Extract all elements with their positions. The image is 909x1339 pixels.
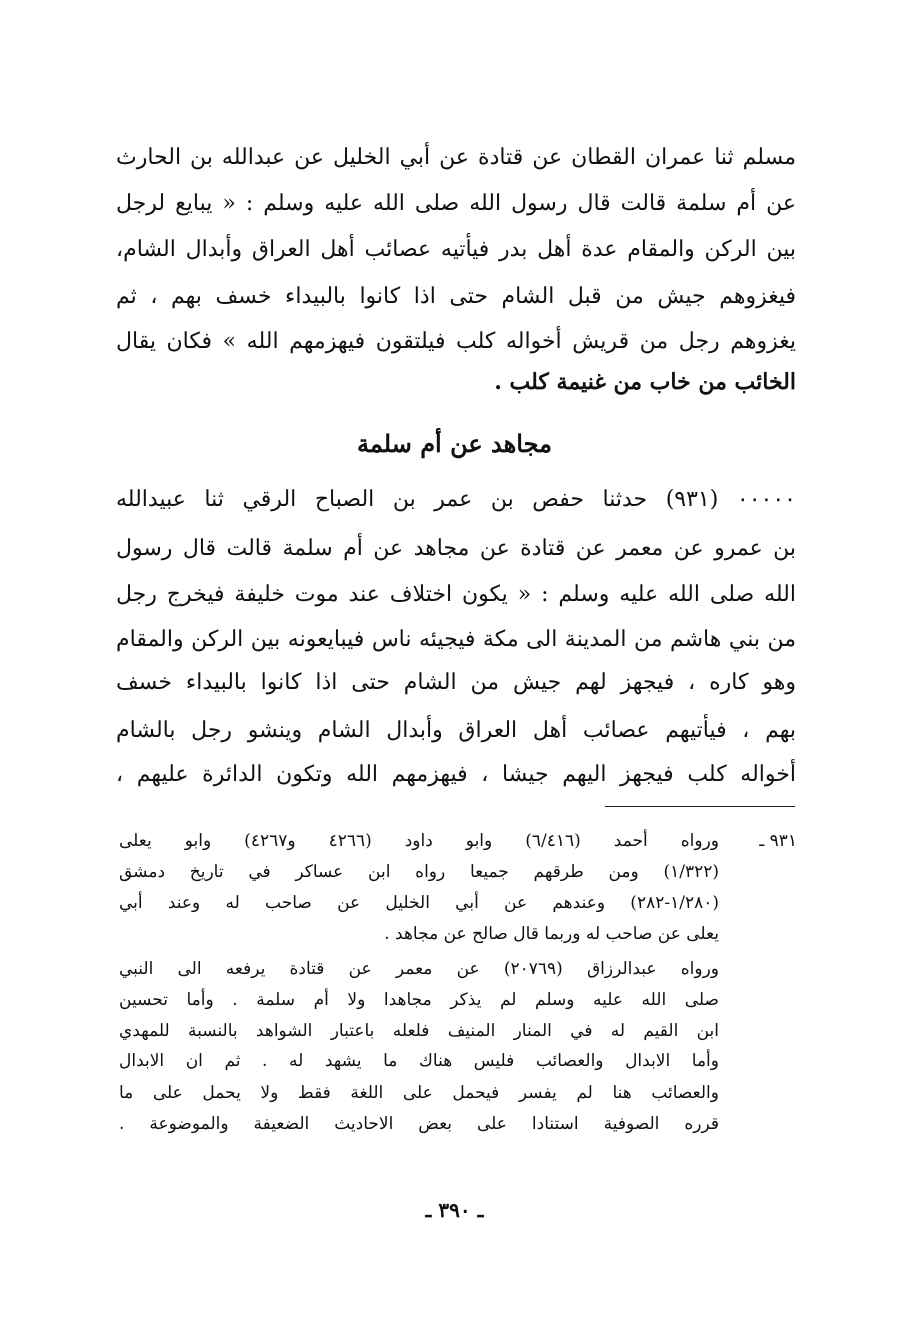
footnote-line: (١/٢٨٠-٢٨٢) وعندهم عن أبي الخليل عن صاحب له وعند أبي — [119, 893, 719, 913]
footnote-line: (١/٣٢٢) ومن طرقهم جميعا رواه ابن عساكر في تاريخ دمشق — [119, 862, 719, 882]
footnote-line: ورواه أحمد (٦/٤١٦) وابو داود (٤٢٦٦ و٤٢٦٧) وابو يعلى — [119, 831, 720, 851]
footnote-line: ابن القيم له في المنار المنيف فلعله باعتبار الشواهد بالنسبة للمهدي — [119, 1021, 719, 1041]
text-line: بهم ، فيأتيهم عصائب أهل العراق وأبدال الشام وينشو رجل بالشام — [116, 718, 796, 743]
text-line: بن عمرو عن معمر عن قتادة عن مجاهد عن أم سلمة قالت قال رسول — [116, 536, 796, 561]
footnote-line: قرره الصوفية استنادا على بعض الاحاديث الضعيفة والموضوعة . — [119, 1114, 719, 1134]
text-line: ٠٠٠٠٠ (٩٣١) حدثنا حفص بن عمر بن الصباح الرقي ثنا عبيدالله — [116, 487, 796, 512]
section-heading: مجاهد عن أم سلمة — [357, 429, 552, 458]
footnote-line: ورواه عبدالرزاق (٢٠٧٦٩) عن معمر عن قتادة يرفعه الى النبي — [119, 959, 719, 979]
text-line: مسلم ثنا عمران القطان عن قتادة عن أبي الخليل عن عبدالله بن الحارث — [116, 145, 796, 170]
text-line: أخواله كلب فيجهز اليهم جيشا ، فيهزمهم الله وتكون الدائرة عليهم ، — [116, 762, 796, 787]
text-line: بين الركن والمقام عدة أهل بدر فيأتيه عصائب أهل العراق وأبدال الشام، — [116, 237, 796, 262]
text-line: يغزوهم رجل من قريش أخواله كلب فيلتقون فيهزمهم الله » فكان يقال — [116, 329, 796, 354]
text-line: عن أم سلمة قالت قال رسول الله صلى الله عليه وسلم : « يبايع لرجل — [116, 191, 796, 216]
text-line: فيغزوهم جيش من قبل الشام حتى اذا كانوا بالبيداء خسف بهم ، ثم — [116, 284, 796, 309]
footnote-divider — [605, 806, 795, 807]
text-line: من بني هاشم من المدينة الى مكة فيجيئه ناس فيبايعونه بين الركن والمقام — [116, 627, 796, 652]
footnote-number: ٩٣١ ـ — [759, 831, 797, 851]
footnote-line: يعلى عن صاحب له وربما قال صالح عن مجاهد . — [384, 924, 719, 944]
footnote-line: صلى الله عليه وسلم لم يذكر مجاهدا ولا أم سلمة . وأما تحسين — [119, 990, 719, 1010]
text-line: الخائب من خاب من غنيمة كلب . — [494, 369, 796, 395]
footnote-line: وأما الابدال والعصائب فليس هناك ما يشهد له . ثم ان الابدال — [119, 1051, 719, 1071]
text-line: الله صلى الله عليه وسلم : « يكون اختلاف عند موت خليفة فيخرج رجل — [116, 582, 796, 607]
footnote-line: والعصائب هنا لم يفسر فيحمل على اللغة فقط ولا يحمل على ما — [119, 1083, 719, 1103]
text-line: وهو كاره ، فيجهز لهم جيش من الشام حتى اذا كانوا بالبيداء خسف — [116, 670, 796, 695]
page-number: ـ ٣٩٠ ـ — [425, 1198, 484, 1222]
